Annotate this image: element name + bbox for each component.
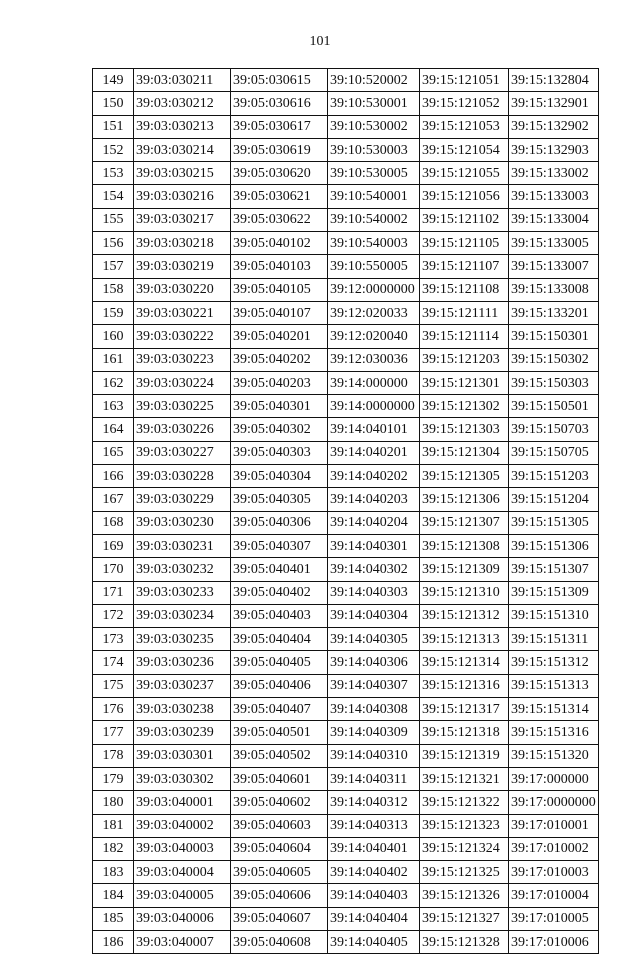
cadastral-code-1: 39:03:030216	[134, 185, 231, 208]
cadastral-code-3: 39:12:020033	[328, 301, 420, 324]
cadastral-code-1: 39:03:030219	[134, 255, 231, 278]
cadastral-code-3: 39:12:030036	[328, 348, 420, 371]
table-row	[93, 208, 599, 231]
cadastral-code-3: 39:10:540002	[328, 208, 420, 231]
cadastral-code-3: 39:14:040305	[328, 628, 420, 651]
row-number: 186	[93, 930, 134, 953]
table-row	[93, 465, 599, 488]
cadastral-code-3: 39:14:040403	[328, 884, 420, 907]
row-number: 180	[93, 791, 134, 814]
cadastral-code-5: 39:15:133004	[509, 208, 599, 231]
cadastral-code-2: 39:05:030619	[231, 138, 328, 161]
cadastral-code-2: 39:05:040603	[231, 814, 328, 837]
row-number: 157	[93, 255, 134, 278]
cadastral-code-3: 39:14:040303	[328, 581, 420, 604]
cadastral-code-1: 39:03:030231	[134, 534, 231, 557]
row-number: 160	[93, 325, 134, 348]
cadastral-code-3: 39:14:040202	[328, 465, 420, 488]
cadastral-code-4: 39:15:121316	[420, 674, 509, 697]
row-number: 171	[93, 581, 134, 604]
cadastral-code-4: 39:15:121319	[420, 744, 509, 767]
cadastral-code-5: 39:15:150501	[509, 395, 599, 418]
cadastral-code-3: 39:14:040204	[328, 511, 420, 534]
table-row	[93, 628, 599, 651]
cadastral-code-3: 39:10:530003	[328, 138, 420, 161]
table-row	[93, 325, 599, 348]
cadastral-code-5: 39:15:150703	[509, 418, 599, 441]
cadastral-code-4: 39:15:121111	[420, 301, 509, 324]
table-row	[93, 371, 599, 394]
cadastral-code-5: 39:17:0000000	[509, 791, 599, 814]
row-number: 152	[93, 138, 134, 161]
cadastral-code-3: 39:14:040401	[328, 837, 420, 860]
cadastral-code-4: 39:15:121051	[420, 69, 509, 92]
cadastral-code-3: 39:14:040302	[328, 558, 420, 581]
cadastral-code-3: 39:14:040402	[328, 861, 420, 884]
cadastral-code-3: 39:14:040308	[328, 698, 420, 721]
cadastral-code-4: 39:15:121310	[420, 581, 509, 604]
cadastral-code-1: 39:03:040007	[134, 930, 231, 953]
row-number: 150	[93, 92, 134, 115]
cadastral-code-1: 39:03:040002	[134, 814, 231, 837]
cadastral-code-1: 39:03:040006	[134, 907, 231, 930]
cadastral-code-2: 39:05:040403	[231, 604, 328, 627]
cadastral-code-5: 39:15:133003	[509, 185, 599, 208]
cadastral-code-5: 39:15:151312	[509, 651, 599, 674]
cadastral-code-5: 39:15:150301	[509, 325, 599, 348]
row-number: 170	[93, 558, 134, 581]
cadastral-code-5: 39:15:132804	[509, 69, 599, 92]
cadastral-code-5: 39:15:150302	[509, 348, 599, 371]
cadastral-code-3: 39:10:530001	[328, 92, 420, 115]
row-number: 153	[93, 162, 134, 185]
cadastral-code-3: 39:10:540003	[328, 232, 420, 255]
cadastral-code-5: 39:15:151313	[509, 674, 599, 697]
cadastral-code-2: 39:05:040105	[231, 278, 328, 301]
row-number: 154	[93, 185, 134, 208]
table-row	[93, 558, 599, 581]
cadastral-code-2: 39:05:040607	[231, 907, 328, 930]
cadastral-code-5: 39:15:151203	[509, 465, 599, 488]
row-number: 178	[93, 744, 134, 767]
row-number: 155	[93, 208, 134, 231]
cadastral-code-5: 39:17:010003	[509, 861, 599, 884]
cadastral-code-4: 39:15:121309	[420, 558, 509, 581]
table-row	[93, 744, 599, 767]
row-number: 167	[93, 488, 134, 511]
cadastral-code-2: 39:05:040401	[231, 558, 328, 581]
table-row	[93, 348, 599, 371]
cadastral-code-4: 39:15:121327	[420, 907, 509, 930]
cadastral-code-2: 39:05:040201	[231, 325, 328, 348]
cadastral-code-3: 39:14:040312	[328, 791, 420, 814]
table-row	[93, 115, 599, 138]
cadastral-code-4: 39:15:121102	[420, 208, 509, 231]
table-row	[93, 861, 599, 884]
cadastral-code-2: 39:05:030622	[231, 208, 328, 231]
cadastral-code-4: 39:15:121312	[420, 604, 509, 627]
row-number: 168	[93, 511, 134, 534]
table-row	[93, 441, 599, 464]
cadastral-code-4: 39:15:121326	[420, 884, 509, 907]
cadastral-code-2: 39:05:040102	[231, 232, 328, 255]
table-row	[93, 674, 599, 697]
cadastral-code-3: 39:14:0000000	[328, 395, 420, 418]
cadastral-code-3: 39:14:040311	[328, 767, 420, 790]
cadastral-code-2: 39:05:040407	[231, 698, 328, 721]
page-number: 101	[309, 34, 331, 49]
cadastral-code-3: 39:14:040306	[328, 651, 420, 674]
cadastral-code-3: 39:10:540001	[328, 185, 420, 208]
table-row	[93, 884, 599, 907]
row-number: 159	[93, 301, 134, 324]
cadastral-table	[92, 68, 599, 954]
cadastral-code-4: 39:15:121108	[420, 278, 509, 301]
cadastral-code-5: 39:15:151307	[509, 558, 599, 581]
cadastral-code-2: 39:05:040601	[231, 767, 328, 790]
cadastral-code-1: 39:03:030223	[134, 348, 231, 371]
cadastral-code-3: 39:14:040201	[328, 441, 420, 464]
cadastral-code-2: 39:05:040303	[231, 441, 328, 464]
cadastral-code-1: 39:03:030232	[134, 558, 231, 581]
row-number: 158	[93, 278, 134, 301]
table-row	[93, 651, 599, 674]
table-row	[93, 162, 599, 185]
row-number: 183	[93, 861, 134, 884]
table-row	[93, 534, 599, 557]
cadastral-code-2: 39:05:040103	[231, 255, 328, 278]
row-number: 179	[93, 767, 134, 790]
cadastral-code-2: 39:05:030617	[231, 115, 328, 138]
cadastral-code-1: 39:03:040001	[134, 791, 231, 814]
cadastral-code-2: 39:05:040406	[231, 674, 328, 697]
cadastral-code-1: 39:03:030217	[134, 208, 231, 231]
row-number: 161	[93, 348, 134, 371]
table-body	[93, 69, 599, 954]
table-row	[93, 581, 599, 604]
table-row	[93, 814, 599, 837]
row-number: 184	[93, 884, 134, 907]
cadastral-code-1: 39:03:030235	[134, 628, 231, 651]
cadastral-code-4: 39:15:121107	[420, 255, 509, 278]
cadastral-code-3: 39:12:0000000	[328, 278, 420, 301]
cadastral-code-1: 39:03:030215	[134, 162, 231, 185]
cadastral-code-4: 39:15:121324	[420, 837, 509, 860]
cadastral-code-5: 39:15:151306	[509, 534, 599, 557]
cadastral-code-2: 39:05:040202	[231, 348, 328, 371]
cadastral-code-4: 39:15:121307	[420, 511, 509, 534]
cadastral-code-5: 39:17:010002	[509, 837, 599, 860]
cadastral-code-1: 39:03:030211	[134, 69, 231, 92]
cadastral-code-4: 39:15:121052	[420, 92, 509, 115]
table-row	[93, 185, 599, 208]
cadastral-code-4: 39:15:121306	[420, 488, 509, 511]
cadastral-code-2: 39:05:030616	[231, 92, 328, 115]
cadastral-code-5: 39:15:151305	[509, 511, 599, 534]
cadastral-code-1: 39:03:030230	[134, 511, 231, 534]
cadastral-code-1: 39:03:030233	[134, 581, 231, 604]
cadastral-code-1: 39:03:030225	[134, 395, 231, 418]
table-row	[93, 907, 599, 930]
cadastral-code-3: 39:14:040309	[328, 721, 420, 744]
table-row	[93, 791, 599, 814]
row-number: 172	[93, 604, 134, 627]
cadastral-code-5: 39:17:000000	[509, 767, 599, 790]
row-number: 165	[93, 441, 134, 464]
cadastral-code-5: 39:15:133007	[509, 255, 599, 278]
cadastral-code-2: 39:05:040608	[231, 930, 328, 953]
cadastral-code-4: 39:15:121053	[420, 115, 509, 138]
cadastral-code-2: 39:05:040306	[231, 511, 328, 534]
cadastral-code-1: 39:03:030220	[134, 278, 231, 301]
cadastral-code-3: 39:14:040310	[328, 744, 420, 767]
row-number: 162	[93, 371, 134, 394]
table-row	[93, 488, 599, 511]
table-row	[93, 301, 599, 324]
cadastral-code-3: 39:14:040313	[328, 814, 420, 837]
cadastral-code-4: 39:15:121314	[420, 651, 509, 674]
table-row	[93, 930, 599, 953]
row-number: 182	[93, 837, 134, 860]
row-number: 156	[93, 232, 134, 255]
cadastral-code-4: 39:15:121304	[420, 441, 509, 464]
table-row	[93, 232, 599, 255]
cadastral-code-3: 39:10:520002	[328, 69, 420, 92]
cadastral-code-1: 39:03:030213	[134, 115, 231, 138]
cadastral-code-3: 39:10:530002	[328, 115, 420, 138]
cadastral-code-3: 39:12:020040	[328, 325, 420, 348]
cadastral-code-1: 39:03:040003	[134, 837, 231, 860]
table-row	[93, 698, 599, 721]
table-row	[93, 418, 599, 441]
cadastral-code-3: 39:14:040304	[328, 604, 420, 627]
cadastral-code-2: 39:05:030615	[231, 69, 328, 92]
cadastral-code-2: 39:05:040501	[231, 721, 328, 744]
table-row	[93, 511, 599, 534]
cadastral-code-3: 39:14:040101	[328, 418, 420, 441]
cadastral-code-1: 39:03:030226	[134, 418, 231, 441]
row-number: 176	[93, 698, 134, 721]
cadastral-code-1: 39:03:030234	[134, 604, 231, 627]
cadastral-code-4: 39:15:121054	[420, 138, 509, 161]
cadastral-code-5: 39:15:151310	[509, 604, 599, 627]
cadastral-code-2: 39:05:040305	[231, 488, 328, 511]
cadastral-code-1: 39:03:040005	[134, 884, 231, 907]
cadastral-code-4: 39:15:121305	[420, 465, 509, 488]
cadastral-code-5: 39:15:151320	[509, 744, 599, 767]
row-number: 173	[93, 628, 134, 651]
cadastral-code-1: 39:03:040004	[134, 861, 231, 884]
row-number: 163	[93, 395, 134, 418]
cadastral-code-3: 39:14:040307	[328, 674, 420, 697]
cadastral-code-5: 39:15:150303	[509, 371, 599, 394]
row-number: 185	[93, 907, 134, 930]
table-row	[93, 604, 599, 627]
cadastral-code-3: 39:10:550005	[328, 255, 420, 278]
table-row	[93, 92, 599, 115]
cadastral-code-5: 39:17:010004	[509, 884, 599, 907]
cadastral-code-2: 39:05:030621	[231, 185, 328, 208]
cadastral-code-5: 39:15:133201	[509, 301, 599, 324]
cadastral-code-4: 39:15:121301	[420, 371, 509, 394]
cadastral-code-3: 39:14:040404	[328, 907, 420, 930]
cadastral-code-1: 39:03:030302	[134, 767, 231, 790]
cadastral-code-2: 39:05:030620	[231, 162, 328, 185]
row-number: 177	[93, 721, 134, 744]
row-number: 149	[93, 69, 134, 92]
cadastral-code-4: 39:15:121318	[420, 721, 509, 744]
cadastral-code-2: 39:05:040405	[231, 651, 328, 674]
table-row	[93, 837, 599, 860]
cadastral-code-3: 39:14:000000	[328, 371, 420, 394]
cadastral-code-3: 39:14:040203	[328, 488, 420, 511]
cadastral-code-1: 39:03:030212	[134, 92, 231, 115]
cadastral-code-5: 39:15:133005	[509, 232, 599, 255]
row-number: 169	[93, 534, 134, 557]
cadastral-code-1: 39:03:030214	[134, 138, 231, 161]
cadastral-code-1: 39:03:030229	[134, 488, 231, 511]
cadastral-code-2: 39:05:040302	[231, 418, 328, 441]
cadastral-code-1: 39:03:030228	[134, 465, 231, 488]
cadastral-code-5: 39:15:132903	[509, 138, 599, 161]
cadastral-code-2: 39:05:040107	[231, 301, 328, 324]
cadastral-code-3: 39:14:040405	[328, 930, 420, 953]
cadastral-code-2: 39:05:040404	[231, 628, 328, 651]
cadastral-code-2: 39:05:040304	[231, 465, 328, 488]
cadastral-code-5: 39:15:151309	[509, 581, 599, 604]
row-number: 164	[93, 418, 134, 441]
cadastral-code-2: 39:05:040203	[231, 371, 328, 394]
cadastral-code-2: 39:05:040605	[231, 861, 328, 884]
cadastral-code-4: 39:15:121308	[420, 534, 509, 557]
table-row	[93, 138, 599, 161]
cadastral-code-4: 39:15:121313	[420, 628, 509, 651]
cadastral-code-2: 39:05:040307	[231, 534, 328, 557]
cadastral-code-2: 39:05:040502	[231, 744, 328, 767]
table-row	[93, 255, 599, 278]
cadastral-code-3: 39:14:040301	[328, 534, 420, 557]
cadastral-code-4: 39:15:121055	[420, 162, 509, 185]
cadastral-code-1: 39:03:030237	[134, 674, 231, 697]
cadastral-code-1: 39:03:030227	[134, 441, 231, 464]
cadastral-code-4: 39:15:121321	[420, 767, 509, 790]
cadastral-code-1: 39:03:030221	[134, 301, 231, 324]
row-number: 181	[93, 814, 134, 837]
cadastral-code-2: 39:05:040604	[231, 837, 328, 860]
table-row	[93, 69, 599, 92]
row-number: 166	[93, 465, 134, 488]
cadastral-code-5: 39:17:010001	[509, 814, 599, 837]
cadastral-code-1: 39:03:030239	[134, 721, 231, 744]
cadastral-code-5: 39:15:132902	[509, 115, 599, 138]
cadastral-code-2: 39:05:040301	[231, 395, 328, 418]
cadastral-code-3: 39:10:530005	[328, 162, 420, 185]
cadastral-code-1: 39:03:030236	[134, 651, 231, 674]
cadastral-code-4: 39:15:121303	[420, 418, 509, 441]
cadastral-code-4: 39:15:121105	[420, 232, 509, 255]
cadastral-code-1: 39:03:030218	[134, 232, 231, 255]
cadastral-code-4: 39:15:121302	[420, 395, 509, 418]
table-row	[93, 721, 599, 744]
table-row	[93, 278, 599, 301]
cadastral-code-5: 39:17:010006	[509, 930, 599, 953]
cadastral-code-4: 39:15:121114	[420, 325, 509, 348]
cadastral-code-5: 39:15:132901	[509, 92, 599, 115]
row-number: 175	[93, 674, 134, 697]
table-row	[93, 767, 599, 790]
cadastral-code-2: 39:05:040602	[231, 791, 328, 814]
cadastral-code-4: 39:15:121325	[420, 861, 509, 884]
cadastral-code-1: 39:03:030301	[134, 744, 231, 767]
cadastral-code-5: 39:17:010005	[509, 907, 599, 930]
cadastral-code-5: 39:15:151314	[509, 698, 599, 721]
cadastral-code-5: 39:15:133002	[509, 162, 599, 185]
cadastral-code-5: 39:15:151316	[509, 721, 599, 744]
cadastral-code-4: 39:15:121203	[420, 348, 509, 371]
cadastral-code-5: 39:15:151311	[509, 628, 599, 651]
cadastral-code-5: 39:15:133008	[509, 278, 599, 301]
cadastral-code-5: 39:15:151204	[509, 488, 599, 511]
cadastral-code-4: 39:15:121323	[420, 814, 509, 837]
cadastral-code-4: 39:15:121328	[420, 930, 509, 953]
cadastral-code-1: 39:03:030238	[134, 698, 231, 721]
cadastral-code-4: 39:15:121322	[420, 791, 509, 814]
cadastral-code-4: 39:15:121056	[420, 185, 509, 208]
cadastral-code-2: 39:05:040402	[231, 581, 328, 604]
cadastral-code-4: 39:15:121317	[420, 698, 509, 721]
row-number: 174	[93, 651, 134, 674]
table-row	[93, 395, 599, 418]
cadastral-code-2: 39:05:040606	[231, 884, 328, 907]
cadastral-code-5: 39:15:150705	[509, 441, 599, 464]
cadastral-code-1: 39:03:030224	[134, 371, 231, 394]
row-number: 151	[93, 115, 134, 138]
cadastral-code-1: 39:03:030222	[134, 325, 231, 348]
